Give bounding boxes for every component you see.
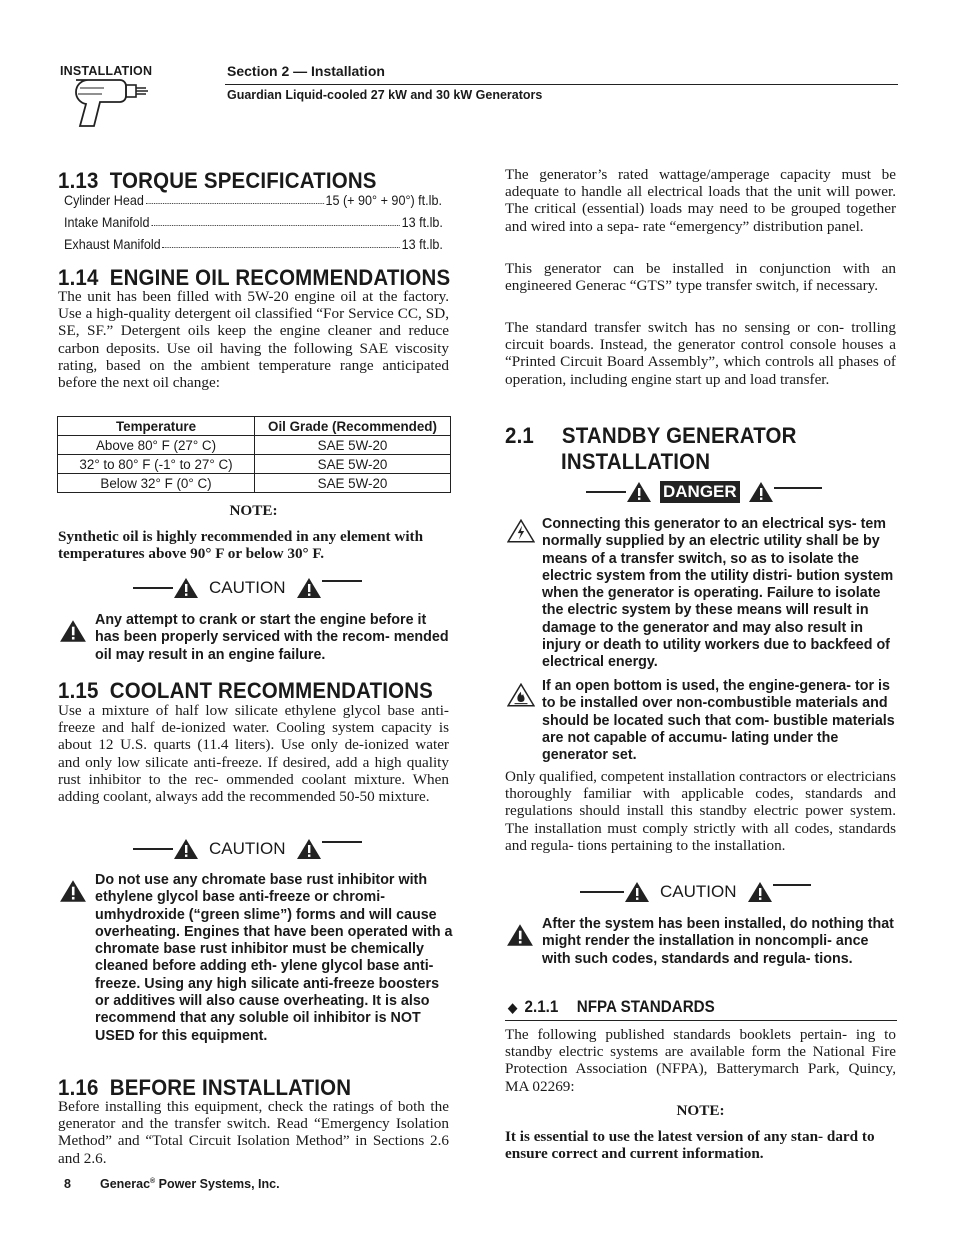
coolant-paragraph: Use a mixture of half low silicate ethylene glycol base anti-freeze and half de-ionized water. Cooling system capacity is about 12 U.S. quarts (11.4 liters). Use only de-ionized water and only low silicate anti-freeze. If desired, add a high quality rust inhibitor to the rec- ommended coolant mixture. When adding coolant, always add the recommended 50-50 mixture. — [58, 702, 449, 806]
table-cell: 32° to 80° F (-1° to 27° C) — [58, 455, 255, 474]
torque-row: Cylinder Head 15 (+ 90° + 90°) ft.lb. — [64, 192, 442, 208]
table-row — [58, 474, 451, 493]
caution-word: CAUTION — [209, 578, 286, 597]
warning-triangle-icon — [59, 619, 87, 643]
danger-word: DANGER — [660, 481, 740, 503]
page-number: 8 — [64, 1177, 71, 1191]
table-cell: SAE 5W-20 — [255, 436, 451, 455]
table-header-row — [58, 417, 451, 436]
caution-text: Do not use any chromate base rust inhibitor with ethylene glycol base anti-freeze or chromi- umhydroxide (“green slime”) forms and will cause overheating. Engines that have been operated with a chromate base rust inhibitor must be chemically cleaned before adding eth- ylene glycol base anti-freeze. Using any high silicate anti-freeze boosters or additives will also cause overheating. It is also recommend that any soluble oil inhibitor is NOT USED for this equipment. — [95, 872, 453, 1044]
drill-icon — [60, 76, 152, 128]
table-cell: SAE 5W-20 — [255, 474, 451, 493]
table-cell: Below 32° F (0° C) — [58, 474, 255, 493]
warning-triangle-icon — [506, 923, 534, 947]
header-section: Section 2 — Installation — [227, 63, 385, 79]
subsection-rule — [505, 1020, 897, 1021]
table-cell: SAE 5W-20 — [255, 455, 451, 474]
heading-2-1-line2: INSTALLATION — [561, 449, 711, 474]
electric-hazard-icon — [507, 519, 535, 543]
warning-triangle-icon — [296, 577, 322, 599]
caution-text: After the system has been installed, do nothing that might render the installation in noncompli- ance with such codes, standards and regula- tions. — [542, 916, 894, 967]
synthetic-oil-note: Synthetic oil is highly recommended in any element with temperatures above 90° F or below 30° F. — [58, 528, 424, 563]
paragraph: The generator’s rated wattage/amperage capacity must be adequate to handle all electrical loads that the unit will power. The critical (essential) loads may need to be grouped together and wired into a sepa- rate “emergency” distribution panel. — [505, 166, 896, 235]
note-label: NOTE: — [676, 1102, 725, 1119]
nfpa-paragraph: The following published standards booklets pertain- ing to standby electric systems are available form the National Fire Protection Association (NFPA), Batterymarch Park, Quincy, MA 02269: — [505, 1026, 896, 1095]
fire-hazard-icon — [507, 683, 535, 707]
warning-triangle-icon — [748, 481, 774, 503]
danger-text: Connecting this generator to an electrical sys- tem normally supplied by an electric utility shall be by means of a transfer switch, so as to isolate the electric system from the utility distri- bution system when the generator is operating. Failure to isolate the electric system by these means will result in damage to the generator and may also result in injury or death to utility workers due to backfeed of electrical energy. — [542, 516, 894, 671]
caution-text: Any attempt to crank or start the engine before it has been properly serviced with the recom- mended oil may result in an engine failure. — [95, 612, 449, 663]
engine-oil-paragraph: The unit has been filled with 5W-20 engine oil at the factory. Use a high-quality detergent oil classified “For Service CC, SD, SE, SF.” Detergent oils keep the engine cleaner and reduce carbon deposits. Use oil having the following SAE viscosity rating, based on the ambient temperature range anticipated before the next oil change: — [58, 288, 449, 392]
caution-signal — [580, 881, 811, 903]
danger-text: If an open bottom is used, the engine-genera- tor is to be installed over non-combustible materials and should be located such that com- bustible materials are not capable of accumu- lating under the generator set. — [542, 678, 895, 764]
note-label: NOTE: — [229, 502, 278, 519]
before-installation-paragraph: Before installing this equipment, check the ratings of both the generator and the transfer switch. Read “Emergency Isolation Method” and “Total Circuit Isolation Method” in Sections 2.6 and 2.6. — [58, 1098, 449, 1167]
table-row — [58, 455, 451, 474]
diamond-bullet-icon: ◆ — [508, 1000, 518, 1015]
caution-signal — [133, 577, 362, 599]
danger-signal — [586, 481, 822, 503]
header-rule — [225, 84, 898, 85]
torque-row: Intake Manifold 13 ft.lb. — [64, 214, 443, 230]
warning-triangle-icon — [747, 881, 773, 903]
heading-2-1: 2.1 STANDBY GENERATOR — [505, 423, 797, 448]
table-header: Oil Grade (Recommended) — [255, 417, 451, 436]
heading-1-15: 1.15 COOLANT RECOMMENDATIONS — [58, 678, 434, 703]
torque-row: Exhaust Manifold 13 ft.lb. — [64, 236, 443, 252]
table-header: Temperature — [58, 417, 255, 436]
oil-grade-table — [57, 416, 451, 493]
table-cell: Above 80° F (27° C) — [58, 436, 255, 455]
latest-version-note: It is essential to use the latest version of any stan- dard to ensure correct and current information. — [505, 1128, 875, 1163]
caution-word: CAUTION — [209, 839, 286, 858]
warning-triangle-icon — [59, 879, 87, 903]
installation-paragraph: Only qualified, competent installation contractors or electricians thoroughly familiar with applicable codes, standards and regulations should install this standby electric power system. The installation must comply strictly with all codes, standards and regula- tions pertaining to the installation. — [505, 768, 896, 854]
warning-triangle-icon — [296, 838, 322, 860]
heading-1-14: 1.14 ENGINE OIL RECOMMENDATIONS — [58, 265, 451, 290]
caution-word: CAUTION — [660, 882, 737, 901]
heading-2-1-1: ◆ 2.1.1 NFPA STANDARDS — [508, 998, 715, 1016]
warning-triangle-icon — [173, 577, 199, 599]
heading-1-13: 1.13 TORQUE SPECIFICATIONS — [58, 168, 377, 193]
table-row — [58, 436, 451, 455]
warning-triangle-icon — [624, 881, 650, 903]
footer-company: Generac® Power Systems, Inc. — [100, 1177, 280, 1191]
paragraph: This generator can be installed in conjunction with an engineered Generac “GTS” type transfer switch, if necessary. — [505, 260, 896, 295]
paragraph: The standard transfer switch has no sensing or con- trolling circuit boards. Instead, the generator control console houses a “Printed Circuit Board Assembly”, which controls all phases of operation, including engine start up and load transfer. — [505, 319, 896, 388]
warning-triangle-icon — [173, 838, 199, 860]
caution-signal — [133, 838, 362, 860]
header-label: INSTALLATION — [60, 64, 153, 78]
header-subtitle: Guardian Liquid-cooled 27 kW and 30 kW Generators — [227, 88, 543, 102]
warning-triangle-icon — [626, 481, 652, 503]
heading-1-16: 1.16 BEFORE INSTALLATION — [58, 1075, 352, 1100]
